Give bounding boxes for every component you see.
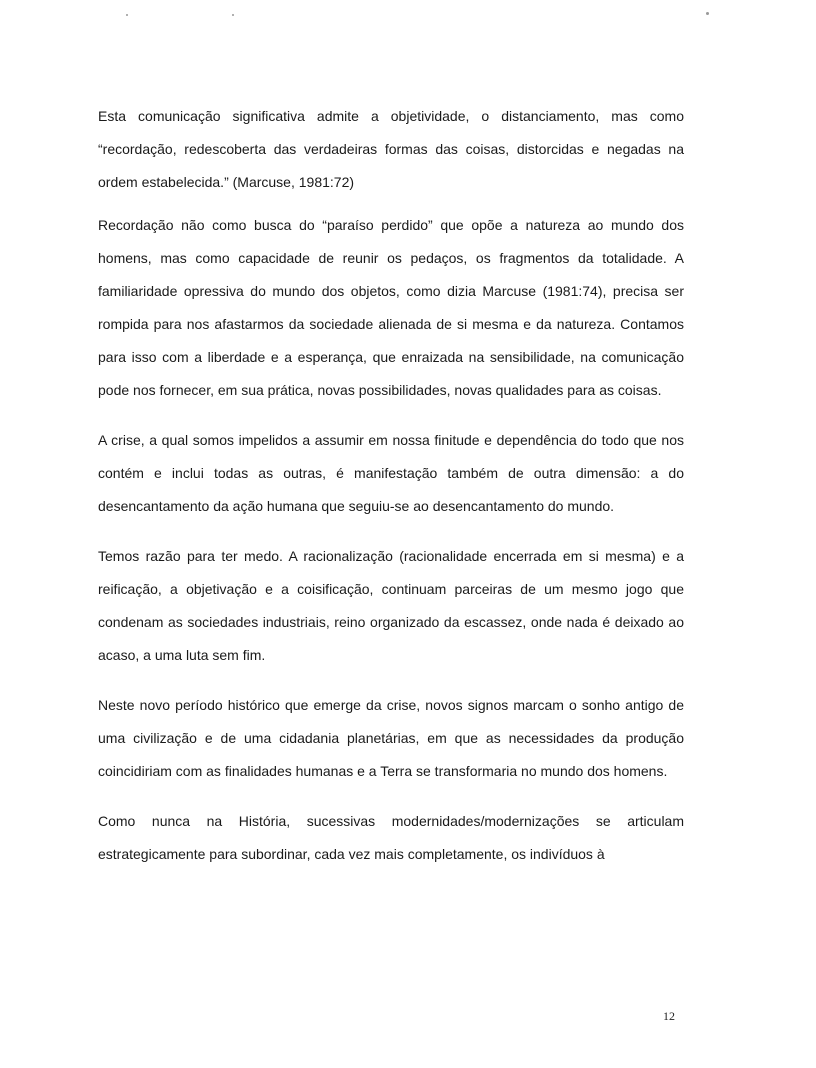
paragraph: Temos razão para ter medo. A racionalização (racionalidade encerrada em si mesma) e a reificação, a objetivação e a coisificação, continuam parceiras de um mesmo jogo que condenam as sociedades industriais, reino organizado da escassez, onde nada é deixado ao acaso, a uma luta sem fim. — [98, 548, 684, 663]
scan-speck — [126, 14, 128, 16]
scan-speck — [232, 14, 234, 16]
paragraph: Recordação não como busca do “paraíso perdido” que opõe a natureza ao mundo dos homens, mas como capacidade de reunir os pedaços, os fragmentos da totalidade. A familiaridade opressiva do mundo dos objetos, como dizia Marcuse (1981:74), precisa ser rompida para nos afastarmos da sociedade alienada de si mesma e da natureza. Contamos para isso com a liberdade e a esperança, que enraizada na sensibilidade, na comunicação pode nos fornecer, em sua prática, novas possibilidades, novas qualidades para as coisas. — [98, 217, 684, 398]
paragraph: Neste novo período histórico que emerge da crise, novos signos marcam o sonho antigo de uma civilização e de uma cidadania planetárias, em que as necessidades da produção coincidiriam com as finalidades humanas e a Terra se transformaria no mundo dos homens. — [98, 697, 684, 779]
paragraph: A crise, a qual somos impelidos a assumir em nossa finitude e dependência do todo que nos contém e inclui todas as outras, é manifestação também de outra dimensão: a do desencantamento da ação humana que seguiu-se ao desencantamento do mundo. — [98, 432, 684, 514]
paragraph: Como nunca na História, sucessivas modernidades/modernizações se articulam estrategicamente para subordinar, cada vez mais completamente, os indivíduos à — [98, 813, 684, 862]
paragraph: Esta comunicação significativa admite a objetividade, o distanciamento, mas como “recordação, redescoberta das verdadeiras formas das coisas, distorcidas e negadas na ordem estabelecida.” (Marcuse, 1981:72) — [98, 108, 684, 190]
page-number: 12 — [663, 1009, 675, 1023]
document-page — [98, 100, 684, 871]
scan-speck — [706, 12, 709, 15]
